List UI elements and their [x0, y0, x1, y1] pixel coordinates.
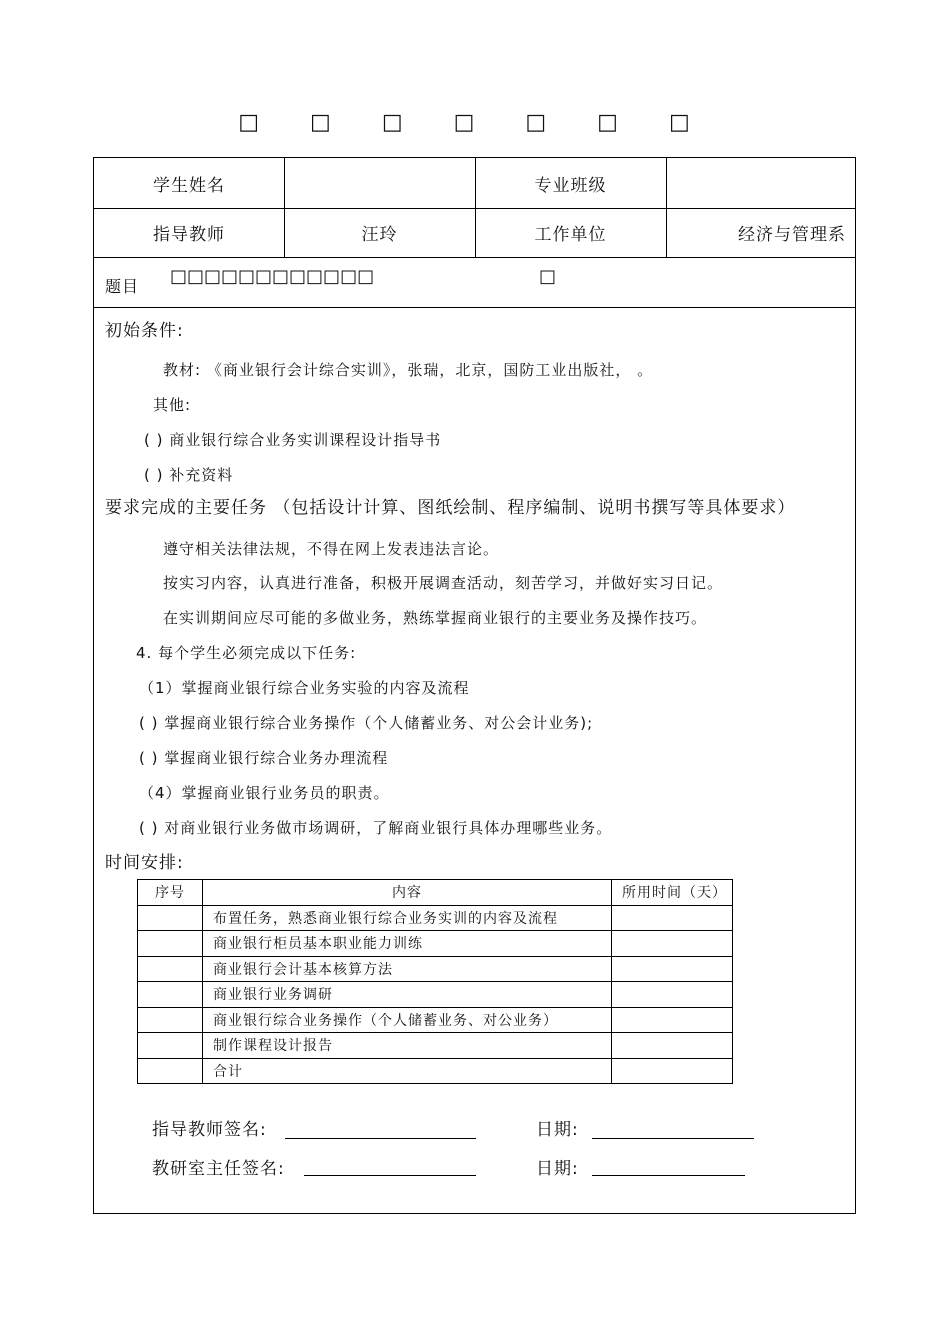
table-header-row [138, 880, 733, 906]
table-cell [138, 1058, 203, 1084]
class-label: 专业班级 [534, 175, 607, 196]
initial-heading: 初始条件: [105, 321, 184, 341]
class-value[interactable] [666, 158, 856, 208]
other-item: ( ) 商业银行综合业务实训课程设计指导书 [144, 431, 442, 449]
table-cell [612, 982, 733, 1008]
schedule-table [137, 879, 733, 1084]
table-cell: 商业银行柜员基本职业能力训练 [203, 931, 612, 957]
document-title: □ □ □ □ □ □ □ [238, 110, 712, 135]
row-divider [94, 257, 855, 258]
student-name-value[interactable] [284, 158, 475, 208]
other-item: ( ) 补充资料 [144, 466, 234, 484]
table-cell [138, 1033, 203, 1059]
date-line[interactable] [592, 1175, 745, 1176]
table-cell: 制作课程设计报告 [203, 1033, 612, 1059]
requirement-item: ( ) 掌握商业银行综合业务办理流程 [139, 749, 389, 767]
column-header: 序号 [138, 880, 203, 906]
requirement-item: （1）掌握商业银行综合业务实验的内容及流程 [139, 679, 470, 697]
row-divider [94, 307, 855, 308]
date-label: 日期: [536, 1159, 579, 1179]
schedule-heading: 时间安排: [105, 853, 184, 873]
advisor-value: 汪玲 [361, 225, 398, 245]
date-line[interactable] [592, 1138, 754, 1139]
table-cell [138, 956, 203, 982]
requirement-item: 遵守相关法律法规，不得在网上发表违法言论。 [163, 540, 500, 558]
topic-label: 题目 [105, 277, 140, 296]
table-cell [138, 982, 203, 1008]
advisor-signature-label: 指导教师签名: [152, 1120, 267, 1140]
table-row [138, 905, 733, 931]
table-cell [138, 1007, 203, 1033]
requirement-item: 按实习内容，认真进行准备，积极开展调查活动，刻苦学习，并做好实习日记。 [163, 574, 724, 592]
table-row [138, 1007, 733, 1033]
director-signature-label: 教研室主任签名: [152, 1159, 285, 1179]
advisor-label: 指导教师 [153, 225, 225, 245]
unit-value: 经济与管理系 [738, 225, 846, 245]
requirement-item: ( ) 对商业银行业务做市场调研，了解商业银行具体办理哪些业务。 [139, 819, 613, 837]
table-cell [138, 905, 203, 931]
requirement-item: 4. 每个学生必须完成以下任务: [136, 644, 357, 662]
table-cell [138, 931, 203, 957]
table-row [138, 1058, 733, 1084]
unit-label: 工作单位 [534, 225, 607, 245]
table-row [138, 1033, 733, 1059]
table-cell: 商业银行综合业务操作（个人储蓄业务、对公业务） [203, 1007, 612, 1033]
table-cell: 布置任务，熟悉商业银行综合业务实训的内容及流程 [203, 905, 612, 931]
student-name-label: 学生姓名 [153, 175, 225, 196]
date-label: 日期: [536, 1120, 579, 1140]
others-label: 其他: [153, 396, 192, 414]
table-row [138, 956, 733, 982]
topic-tail: □ [539, 266, 558, 287]
advisor-signature-line[interactable] [285, 1138, 476, 1139]
requirement-item: ( ) 掌握商业银行综合业务操作（个人储蓄业务、对公会计业务); [139, 714, 594, 732]
table-cell: 合计 [203, 1058, 612, 1084]
table-cell: 商业银行会计基本核算方法 [203, 956, 612, 982]
requirement-item: 在实训期间应尽可能的多做业务，熟练掌握商业银行的主要业务及操作技巧。 [163, 609, 708, 627]
requirements-heading: 要求完成的主要任务 （包括设计计算、图纸绘制、程序编制、说明书撰写等具体要求） [105, 498, 796, 518]
table-row [138, 982, 733, 1008]
requirement-item: （4）掌握商业银行业务员的职责。 [139, 784, 390, 802]
task-form [93, 157, 856, 1214]
table-cell [612, 931, 733, 957]
topic-value: □□□□□□□□□□□□ [170, 266, 375, 287]
table-cell: 商业银行业务调研 [203, 982, 612, 1008]
director-signature-line[interactable] [304, 1175, 476, 1176]
table-cell [612, 905, 733, 931]
table-cell [612, 956, 733, 982]
table-row [138, 931, 733, 957]
textbook-line: 教材: 《商业银行会计综合实训》，张瑞，北京，国防工业出版社， 。 [163, 361, 654, 379]
table-cell [612, 1033, 733, 1059]
column-header: 所用时间（天） [612, 880, 733, 906]
table-cell [612, 1007, 733, 1033]
table-cell [612, 1058, 733, 1084]
column-header: 内容 [203, 880, 612, 906]
